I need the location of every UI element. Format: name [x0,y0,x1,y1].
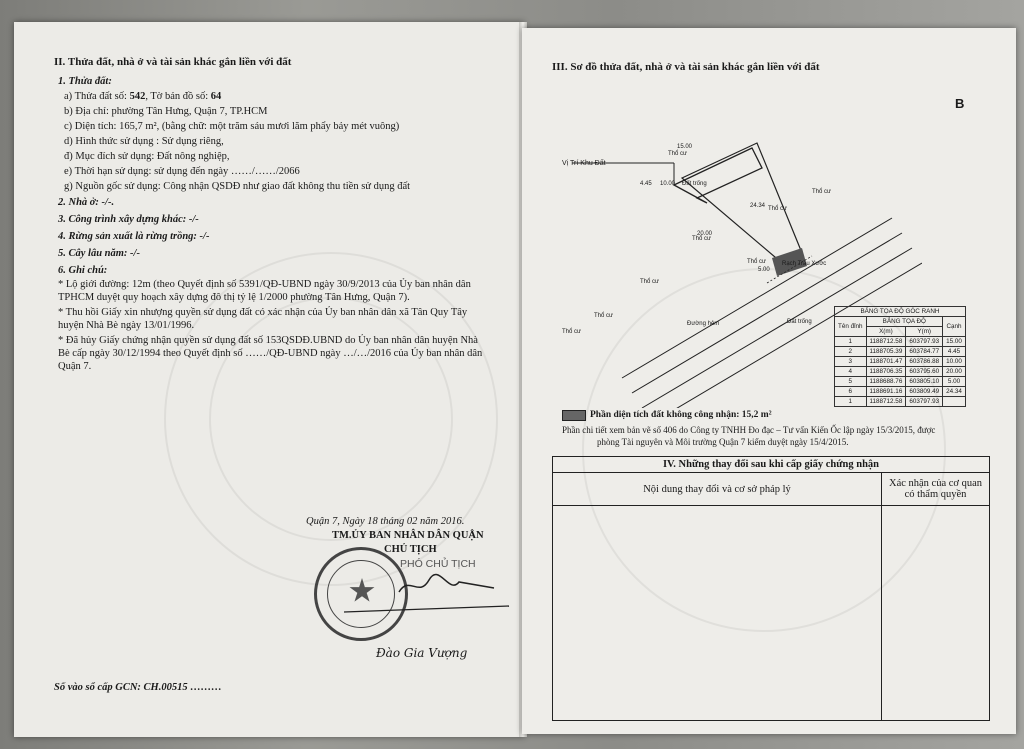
dimension-label: 15.00 [677,144,693,150]
table-cell [943,397,966,407]
table-cell: 603805.10 [906,377,943,387]
area-line: c) Diện tích: 165,7 m², (bằng chữ: một trăm sáu mươi lăm phẩy bảy mét vuông) [64,121,400,132]
forest-line: 4. Rừng sản xuất là rừng trồng: -/- [58,231,210,242]
table-cell: 2 [835,347,867,357]
table-cell: 1 [835,397,867,407]
table-cell: 603784.77 [906,347,943,357]
table-row [835,397,966,407]
site-label: Vị Trí Khu Đất [562,160,606,167]
table-cell: 603797.93 [906,337,943,347]
dimension-label: 20.00 [697,231,713,237]
note-1b: TPHCM duyệt quy hoạch xây dựng đô thị tỷ lệ 1/2000 phường Tân Hưng, Quận 7). [58,292,410,303]
coord-header: X(m) [866,327,906,337]
certificate-left-page [14,22,524,737]
table-row [835,377,966,387]
table-cell: 1188688.76 [866,377,906,387]
table-cell: 603795.60 [906,367,943,377]
address-line: b) Địa chỉ: phường Tân Hưng, Quận 7, TP.HCM [64,106,268,117]
coord-header: Tên đỉnh [835,317,867,337]
note-2a: * Thu hồi Giấy xin nhượng quyền sử dụng đất có xác nhận của Ủy ban nhân dân xã Tân Quy Tây [58,307,468,318]
perennial-line: 5. Cây lâu năm: -/- [58,248,140,259]
table-cell: 1188691.16 [866,387,906,397]
note-3b: Bè cấp ngày 30/12/1994 theo Quyết định số ……/QĐ-UBND ngày …/…/2016 của Ủy ban nhân dân [58,348,483,359]
changes-col-content: Nội dung thay đổi và cơ sở pháp lý [553,473,882,506]
house-line: 2. Nhà ở: -/-. [58,197,115,208]
table-row [835,357,966,367]
note-2b: huyện Nhà Bè ngày 13/01/1996. [58,320,195,331]
changes-confirm-cell [882,506,990,721]
table-cell: 603797.93 [906,397,943,407]
note-3a: * Đã hủy Giấy chứng nhận quyền sử dụng đất số 153QSDĐ.UBND do Ủy ban nhân dân huyện Nhà [58,335,478,346]
other-works-line: 3. Công trình xây dựng khác: -/- [58,214,199,225]
coord-header: Cạnh [943,317,966,337]
section-parcel: 1. Thửa đất: [58,76,112,87]
table-cell: 5 [835,377,867,387]
vice-chairman-title: PHÓ CHỦ TỊCH [400,558,476,570]
note-1a: * Lộ giới đường: 12m (theo Quyết định số 5391/QĐ-UBND ngày 30/9/2013 của Ủy ban nhân dân [58,279,471,290]
table-cell: 603786.88 [906,357,943,367]
table-cell: 15.00 [943,337,966,347]
table-cell: 1188712.58 [866,397,906,407]
detail-line-1: Phần chi tiết xem bản vẽ số 406 do Công ty TNHH Đo đạc – Tư vấn Kiến Ốc lập ngày 15/3/2015, được [562,425,936,435]
notes-heading: 6. Ghi chú: [58,265,108,276]
section-heading: II. Thửa đất, nhà ở và tài sản khác gắn liền với đất [54,56,292,68]
changes-heading: IV. Những thay đổi sau khi cấp giấy chứng nhận [553,457,990,473]
table-cell: 6 [835,387,867,397]
usage-term-line: e) Thời hạn sử dụng: sử dụng đến ngày ……/……/2066 [64,166,300,177]
signer-name: Đào Gia Vượng [376,646,468,660]
usage-form-line: d) Hình thức sử dụng : Sử dụng riêng, [64,136,224,147]
certificate-right-page [522,28,1016,734]
table-cell: 5.00 [943,377,966,387]
table-cell: 20.00 [943,367,966,377]
table-cell: 1 [835,337,867,347]
legend-swatch [562,410,586,421]
table-cell: 10.00 [943,357,966,367]
dimension-label: 24.34 [750,203,766,209]
parcel-number-line [64,91,221,103]
coord-table-title: BẢNG TỌA ĐỘ GÓC RANH [835,307,966,317]
neighbor-label: Thổ cư [692,236,712,242]
table-cell: 24.34 [943,387,966,397]
changes-col-confirm: Xác nhận của cơ quan có thẩm quyền [882,473,990,506]
parcel-label: a) Thửa đất số: [64,91,130,102]
changes-content-cell [553,506,882,721]
table-row [835,367,966,377]
coordinate-table [834,306,966,407]
dimension-label: 4.45 [640,181,652,187]
signature-underline [344,592,514,622]
neighbor-label: Thổ cư [747,259,767,265]
page-letter: B [955,96,965,111]
table-cell: 4 [835,367,867,377]
legend-text: Phần diện tích đất không công nhận: 15,2 m² [590,410,772,420]
table-cell: 4.45 [943,347,966,357]
table-cell: 1188705.39 [866,347,906,357]
canal-label: Rạch Trầu Xước [782,261,827,267]
table-cell: 3 [835,357,867,367]
note-3c: Quận 7. [58,361,92,372]
neighbor-label: Thổ cư [768,206,788,212]
chairman-title: CHỦ TỊCH [384,544,437,555]
neighbor-label: Thổ cư [640,279,660,285]
vacant-label: Đất trống [787,319,812,325]
neighbor-label: Thổ cư [812,189,832,195]
dimension-label: 10.00 [660,181,676,187]
coord-header: Y(m) [906,327,943,337]
neighbor-label: Thổ cư [668,151,688,157]
watermark-drum-inner [209,297,453,541]
table-row [835,347,966,357]
usage-purpose-line: đ) Mục đích sử dụng: Đất nông nghiệp, [64,151,230,162]
road-label: Đường hẻm [687,321,720,327]
table-cell: 1188712.58 [866,337,906,347]
table-cell: 603809.49 [906,387,943,397]
map-label: , Tờ bản đồ số: [145,91,211,102]
neighbor-label: Thổ cư [562,329,582,335]
diagram-heading: III. Sơ đồ thửa đất, nhà ở và tài sản khác gắn liền với đất [552,61,820,73]
origin-line: g) Nguồn gốc sử dụng: Công nhận QSDĐ như giao đất không thu tiền sử dụng đất [64,181,411,192]
neighbor-label: Thổ cư [594,313,614,319]
vacant-label: Đất trống [682,181,707,187]
coord-header: BẢNG TỌA ĐỘ [866,317,943,327]
changes-table [552,456,990,721]
issuing-org: TM.ỦY BAN NHÂN DÂN QUẬN [332,530,484,541]
table-row [835,337,966,347]
dimension-label: 5.00 [758,267,770,273]
map-number: 64 [210,91,222,102]
issue-date: Quận 7, Ngày 18 tháng 02 năm 2016. [306,516,465,527]
table-row [835,387,966,397]
table-cell: 1188706.35 [866,367,906,377]
parcel-number: 542 [129,91,146,102]
table-cell: 1188701.47 [866,357,906,367]
detail-line-2: phòng Tài nguyên và Môi trường Quận 7 kiểm duyệt ngày 15/4/2015. [597,437,849,447]
registration-number: Số vào sổ cấp GCN: CH.00515 ……… [54,682,222,693]
